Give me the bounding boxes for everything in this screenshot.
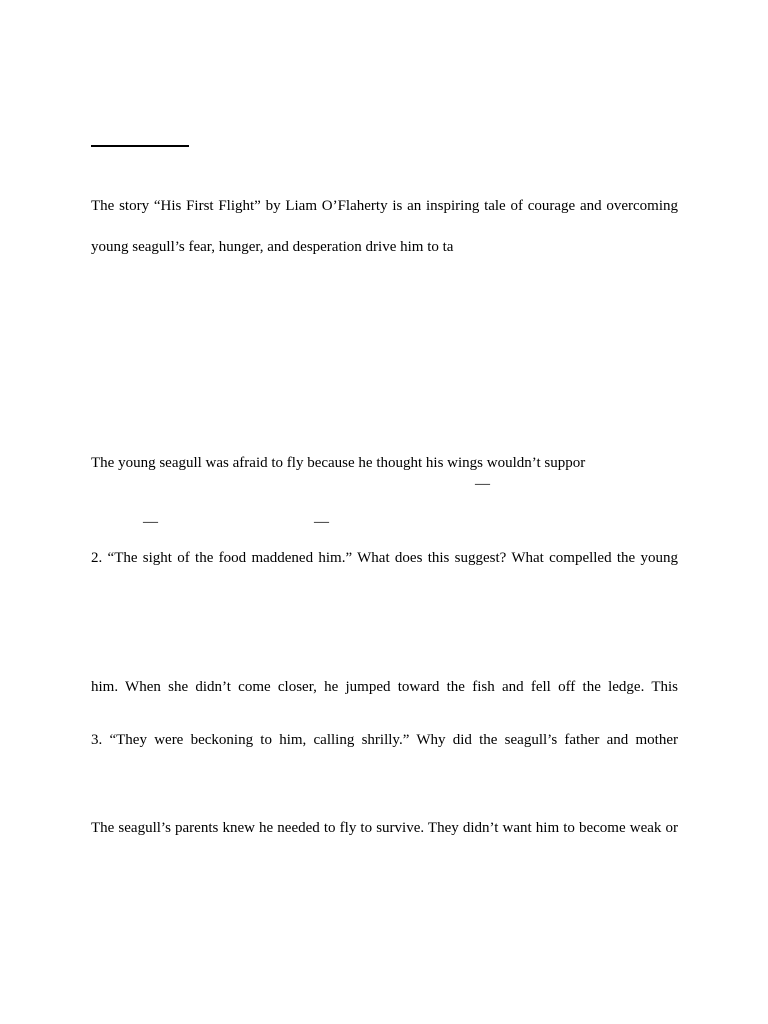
question-3-line: 3. “They were beckoning to him, calling shrilly.” Why did the seagull’s father and mother (91, 732, 678, 748)
answer-2-line: him. When she didn’t come closer, he jumped toward the fish and fell off the ledge. This (91, 679, 678, 695)
answer-3-line: The seagull’s parents knew he needed to fly to survive. They didn’t want him to become weak or (91, 820, 678, 836)
dash-mark-2: — (143, 514, 158, 530)
heading-underline (91, 145, 189, 147)
paragraph-line-1: The story “His First Flight” by Liam O’Flaherty is an inspiring tale of courage and overcoming (91, 198, 678, 214)
answer-1-line: The young seagull was afraid to fly because he thought his wings wouldn’t suppor (91, 455, 586, 471)
question-2-line: 2. “The sight of the food maddened him.” What does this suggest? What compelled the young (91, 550, 678, 566)
paragraph-line-2: young seagull’s fear, hunger, and desperation drive him to ta (91, 239, 454, 255)
dash-mark-1: — (475, 476, 490, 492)
dash-mark-3: — (314, 514, 329, 530)
